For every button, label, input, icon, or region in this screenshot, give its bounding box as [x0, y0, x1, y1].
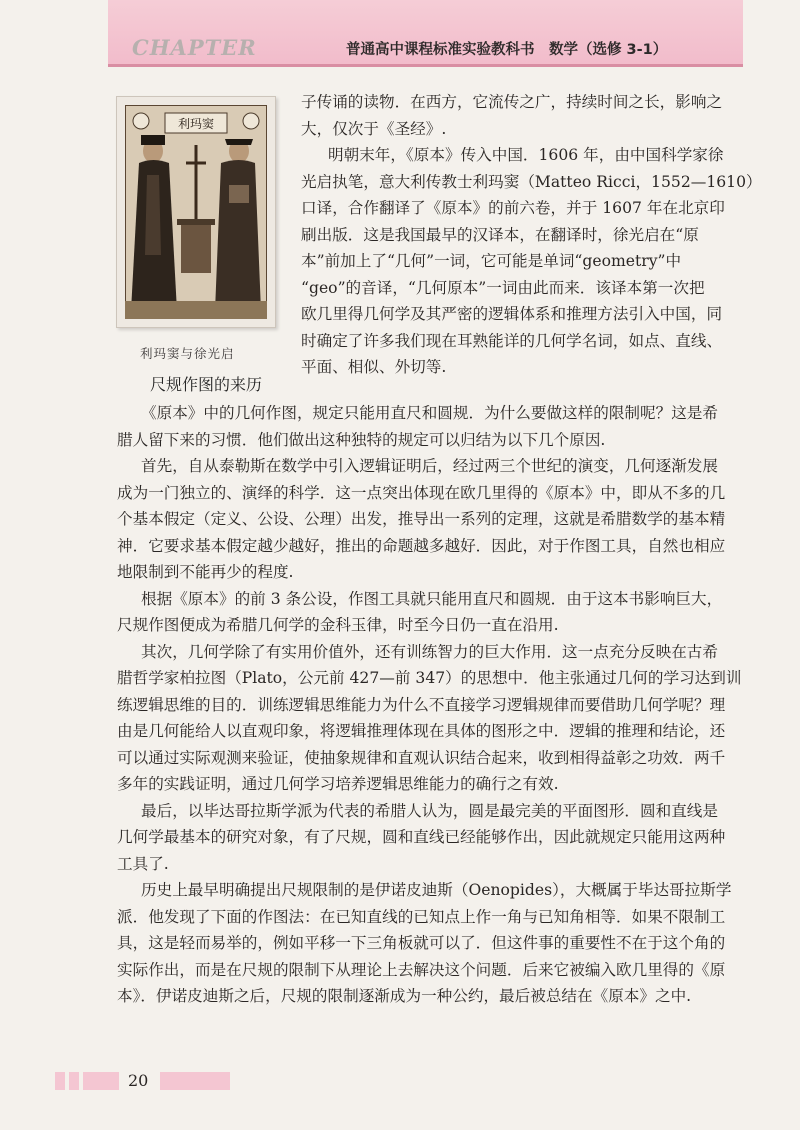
- text-line: 派．他发现了下面的作图法：在已知直线的已知点上作一角与已知角相等．如果不限制工: [117, 907, 726, 926]
- text-line: 由是几何能给人以直观印象，将逻辑推理体现在具体的图形之中．逻辑的推理和结论，还: [117, 722, 726, 740]
- text-line: 大，仅次于《圣经》.: [301, 119, 447, 138]
- text-line: 多年的实践证明，通过几何学习培养逻辑思维能力的确行之有效.: [117, 775, 559, 793]
- banner-text: 利玛窦: [177, 117, 215, 131]
- text-line: 口译，合作翻译了《原本》的前六卷，并于 1607 年在北京印: [301, 199, 725, 217]
- section-heading: 尺规作图的来历: [150, 375, 263, 394]
- text-line: 《原本》中的几何作图，规定只能用直尺和圆规．为什么要做这样的限制呢？这是希: [141, 404, 718, 422]
- text-line: 首先，自从泰勒斯在数学中引入逻辑证明后，经过两三个世纪的演变，几何逐渐发展: [141, 457, 718, 475]
- text-line: 本”前加上了“几何”一词，它可能是单词“geometry”中: [301, 252, 682, 270]
- text-line: 历史上最早明确提出尺规限制的是伊诺皮迪斯（Oenopides），大概属于毕达哥拉斯学: [141, 881, 732, 899]
- text-line: 腊人留下来的习惯．他们做出这种独特的规定可以归结为以下几个原因.: [117, 430, 606, 449]
- engraving-illustration: [125, 105, 267, 319]
- text-line: 腊哲学家柏拉图（Plato，公元前 427—前 347）的思想中．他主张通过几何的学习达到训: [117, 669, 742, 687]
- text-line: 具，这是轻而易举的，例如平移一下三角板就可以了．但这件事的重要性不在于这个角的: [117, 934, 726, 952]
- text-line: 个基本假定（定义、公设、公理）出发，推导出一系列的定理，这就是希腊数学的基本精: [117, 510, 726, 528]
- text-line: 光启执笔，意大利传教士利玛窦（Matteo Ricci，1552—1610）: [301, 172, 762, 191]
- text-line: 工具了.: [117, 854, 169, 873]
- text-line: 时确定了许多我们现在耳熟能详的几何学名词，如点、直线、: [301, 331, 723, 350]
- text-line: 成为一门独立的、演绎的科学．这一点突出体现在欧几里得的《原本》中，即从不多的几: [117, 483, 726, 502]
- text-line: “geo”的音译，“几何原本”一词由此而来．该译本第一次把: [301, 278, 705, 297]
- text-line: 练逻辑思维的目的．训练逻辑思维能力为什么不直接学习逻辑规律而要借助几何学呢？理: [117, 695, 726, 714]
- text-line: 神．它要求基本假定越少越好，推出的命题越多越好．因此，对于作图工具，自然也相应: [117, 536, 726, 555]
- footer-bar: [55, 1072, 65, 1090]
- text-line: 几何学最基本的研究对象，有了尺规，圆和直线已经能够作出，因此就规定只能用这两种: [117, 828, 726, 846]
- text-line: 根据《原本》的前 3 条公设，作图工具就只能用直尺和圆规．由于这本书影响巨大，: [141, 589, 723, 608]
- footer-bar: [160, 1072, 230, 1090]
- footer-bar: [83, 1072, 119, 1090]
- text-line: 地限制到不能再少的程度.: [117, 563, 294, 581]
- text-line: 尺规作图便成为希腊几何学的金科玉律，时至今日仍一直在沿用.: [117, 616, 559, 634]
- book-title: 普通高中课程标准实验教科书 数学（选修 3-1）: [346, 42, 668, 58]
- footer-bar: [69, 1072, 79, 1090]
- text-line: 可以通过实际观测来验证，使抽象规律和直观认识结合起来，收到相得益彰之功效．两千: [117, 748, 726, 767]
- text-line: 平面、相似、外切等.: [301, 358, 447, 376]
- text-line: 子传诵的读物．在西方，它流传之广，持续时间之长，影响之: [301, 93, 723, 111]
- chapter-label: CHAPTER: [132, 35, 257, 60]
- figure-caption: 利玛窦与徐光启: [140, 346, 235, 361]
- page-number: 20: [128, 1071, 149, 1090]
- text-line: 本》．伊诺皮迪斯之后，尺规的限制逐渐成为一种公约，最后被总结在《原本》之中.: [117, 987, 692, 1005]
- text-line: 欧几里得几何学及其严密的逻辑体系和推理方法引入中国，同: [301, 305, 723, 323]
- text-line: 实际作出，而是在尺规的限制下从理论上去解决这个问题．后来它被编入欧几里得的《原: [117, 960, 726, 979]
- text-line: 刷出版．这是我国最早的汉译本，在翻译时，徐光启在“原: [301, 225, 699, 244]
- figure-ricci-xu: [116, 96, 276, 328]
- text-line: 其次，几何学除了有实用价值外，还有训练智力的巨大作用．这一点充分反映在古希: [141, 642, 718, 661]
- text-line: 最后，以毕达哥拉斯学派为代表的希腊人认为，圆是最完美的平面图形．圆和直线是: [141, 801, 718, 820]
- text-line: 明朝末年，《原本》传入中国．1606 年，由中国科学家徐: [328, 146, 724, 164]
